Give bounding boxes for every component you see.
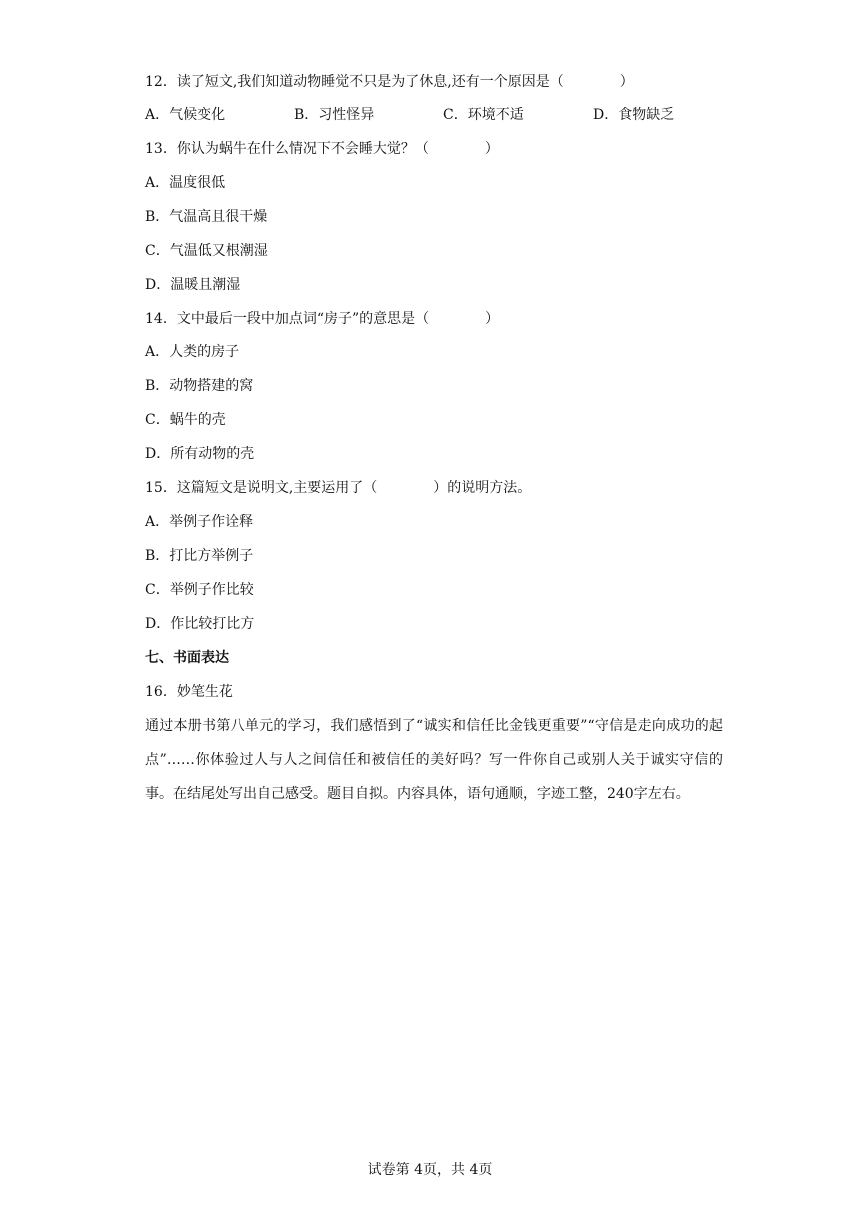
- q15-option-b[interactable]: B．打比方举例子: [145, 548, 254, 564]
- q12-option-c[interactable]: C．环境不适: [443, 107, 524, 123]
- q13-option-a[interactable]: A．温度很低: [145, 175, 226, 191]
- q15-option-a[interactable]: A．举例子作诠释: [145, 514, 254, 530]
- q15-option-c[interactable]: C．举例子作比较: [145, 582, 254, 598]
- question-14-stem: 14．文中最后一段中加点词“房子”的意思是（ ）: [145, 311, 500, 327]
- q15-option-d[interactable]: D．作比较打比方: [145, 616, 255, 632]
- question-12-options: [145, 105, 745, 125]
- q12-option-b[interactable]: B．习性怪异: [294, 107, 375, 123]
- q14-option-b[interactable]: B．动物搭建的窝: [145, 378, 254, 394]
- question-12-stem: 12．读了短文,我们知道动物睡觉不只是为了休息,还有一个原因是（ ）: [145, 74, 634, 90]
- q14-option-a[interactable]: A．人类的房子: [145, 344, 240, 360]
- question-16-prompt: 通过本册书第八单元的学习，我们感悟到了“诚实和信任比金钱更重要”“守信是走向成功的起点”……你体验过人与人之间信任和被信任的美好吗？写一件你自己或别人关于诚实守信的事。在结尾处写出自己感受。题目自拟。内容具体，语句通顺，字迹工整，240字左右。: [145, 718, 723, 802]
- q13-option-d[interactable]: D．温暖且潮湿: [145, 277, 241, 293]
- q14-option-c[interactable]: C．蜗牛的壳: [145, 412, 226, 428]
- page-footer: 试卷第 4页，共 4页: [367, 1162, 493, 1178]
- section-heading: 七、书面表达: [145, 650, 229, 666]
- question-13-stem: 13．你认为蜗牛在什么情况下不会睡大觉？（ ）: [145, 141, 499, 157]
- q13-option-c[interactable]: C．气温低又根潮湿: [145, 243, 268, 259]
- question-16-title: 16．妙笔生花: [145, 684, 233, 700]
- q12-option-a[interactable]: A．气候变化: [145, 107, 226, 123]
- question-15-stem: 15．这篇短文是说明文,主要运用了（ ）的说明方法。: [145, 480, 532, 496]
- q14-option-d[interactable]: D．所有动物的壳: [145, 446, 255, 462]
- q12-option-d[interactable]: D．食物缺乏: [593, 107, 675, 123]
- q13-option-b[interactable]: B．气温高且很干燥: [145, 209, 268, 225]
